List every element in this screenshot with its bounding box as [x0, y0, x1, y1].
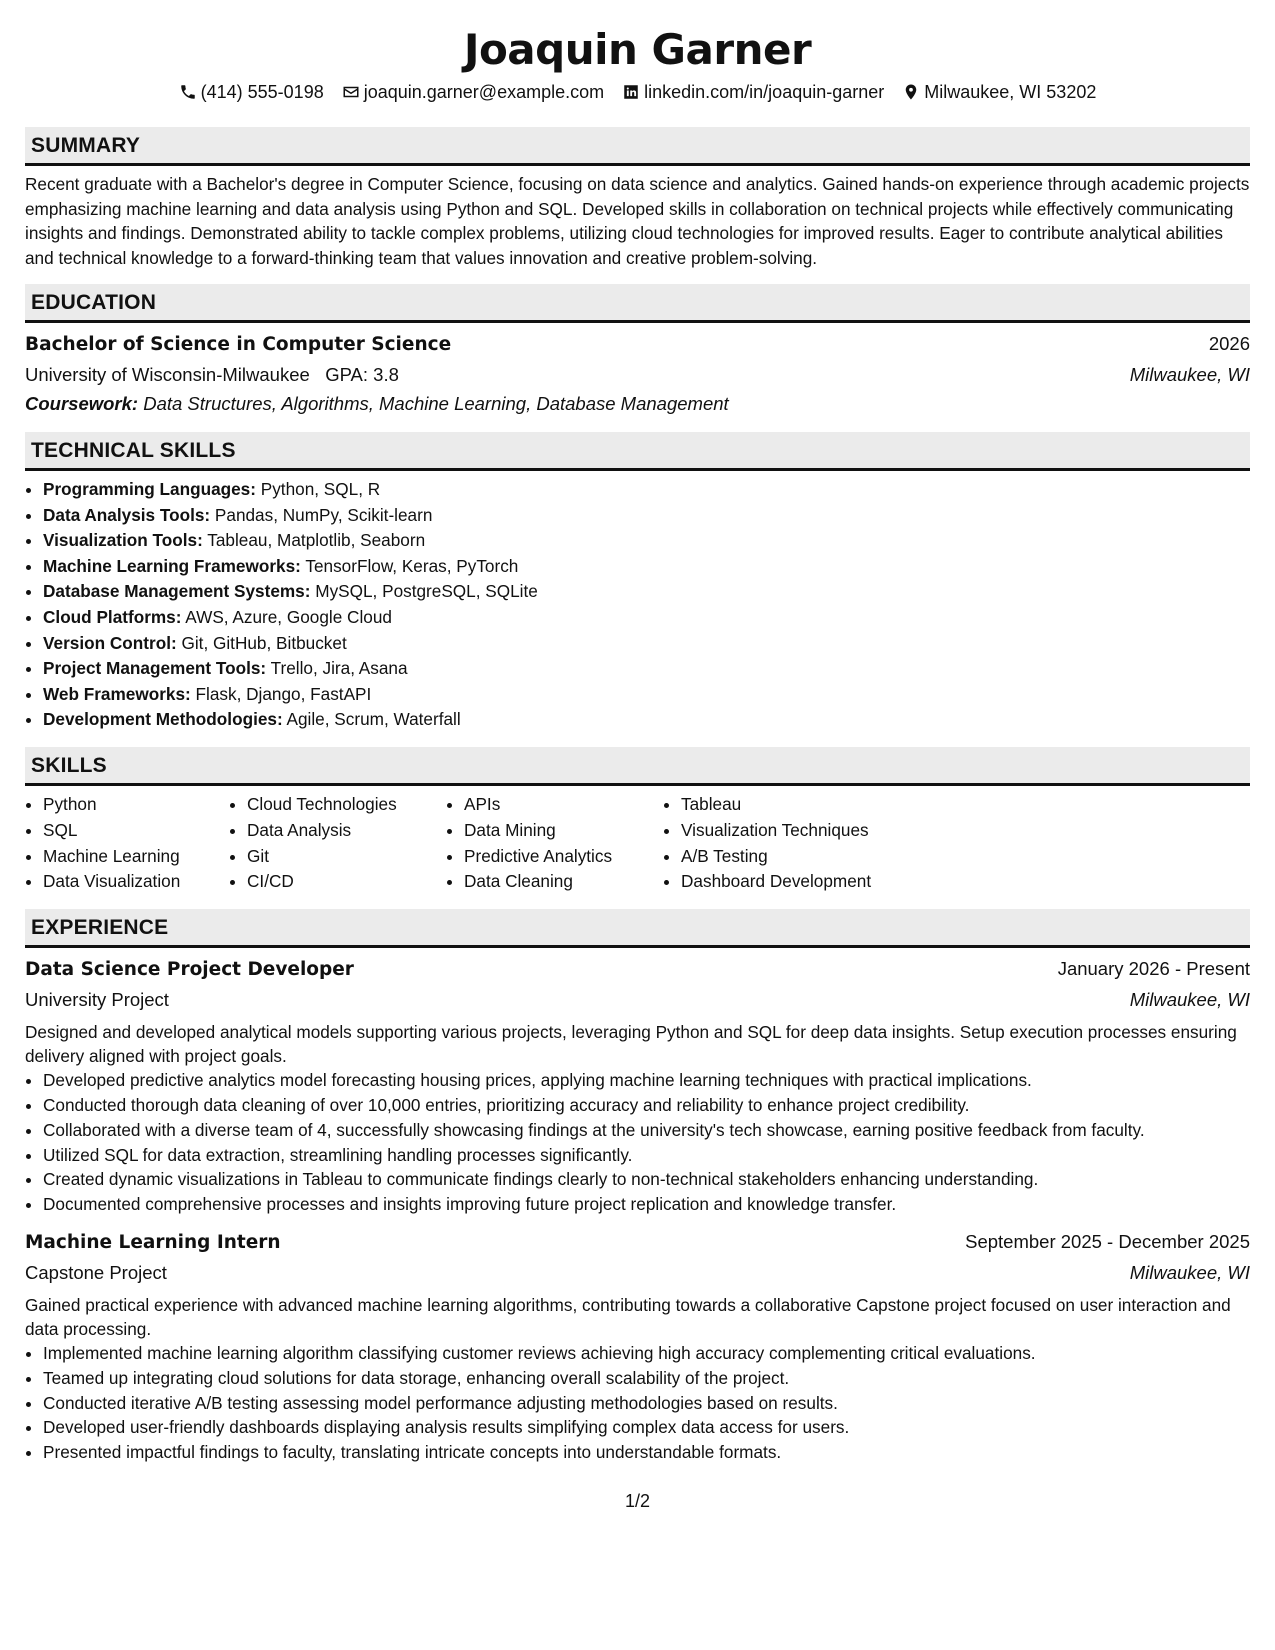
- list-item: • Collaborated with a diverse team of 4, successfully showcasing findings at the university's tech showcase, earning positive feedback from faculty.: [43, 1118, 1250, 1143]
- skill-values: AWS, Azure, Google Cloud: [185, 606, 392, 627]
- list-item: [43, 579, 1250, 605]
- gpa: GPA: 3.8: [325, 364, 399, 385]
- list-item: • Data Visualization: [43, 869, 229, 895]
- school-line: [25, 360, 399, 389]
- location-text: Milwaukee, WI 53202: [924, 82, 1097, 102]
- skills-section: [25, 747, 1250, 895]
- job-dates: January 2026 - Present: [1057, 958, 1250, 980]
- job-dates: September 2025 - December 2025: [965, 1230, 1250, 1252]
- skill-category: Machine Learning Frameworks:: [43, 555, 301, 576]
- skill-values: Pandas, NumPy, Scikit-learn: [214, 504, 433, 525]
- linkedin-link[interactable]: linkedin.com/in/joaquin-garner: [644, 82, 885, 102]
- list-item: • Machine Learning: [43, 844, 229, 870]
- list-item: [43, 682, 1250, 708]
- skill-category: Programming Languages:: [43, 479, 256, 499]
- graduation-year: 2026: [1208, 333, 1250, 354]
- job-description: Gained practical experience with advanced machine learning algorithms, contributing towards a collaborative Capstone project focused on user interaction and data processing.: [25, 1294, 1231, 1339]
- job-location: Milwaukee, WI: [1129, 989, 1250, 1011]
- list-item: [43, 656, 1250, 682]
- skill-values: TensorFlow, Keras, PyTorch: [305, 555, 519, 576]
- job-location: Milwaukee, WI: [1129, 1261, 1250, 1283]
- contact-email[interactable]: [342, 80, 604, 104]
- skill-category: Data Analysis Tools:: [43, 504, 211, 525]
- contact-linkedin[interactable]: [622, 80, 884, 104]
- list-item: • Teamed up integrating cloud solutions for data storage, enhancing overall scalability of the project.: [43, 1366, 1250, 1391]
- experience-section: [25, 909, 1250, 1465]
- map-pin-icon: [902, 83, 920, 101]
- list-item: [43, 503, 1250, 529]
- list-item: • Python: [43, 792, 229, 818]
- list-item: [43, 631, 1250, 657]
- job-description: Designed and developed analytical models supporting various projects, leveraging Python and SQL for deep data insights. Setup execution processes ensuring delivery aligned with project goals.: [25, 1022, 1237, 1067]
- list-item: • APIs: [464, 792, 663, 818]
- coursework-line: [25, 389, 1250, 418]
- section-heading-skills: SKILLS: [25, 747, 1250, 786]
- skill-values: Python, SQL, R: [260, 479, 381, 499]
- list-item: • Conducted iterative A/B testing assessing model performance adjusting methodologies based on results.: [43, 1391, 1250, 1416]
- skill-values: Tableau, Matplotlib, Seaborn: [207, 530, 426, 551]
- list-item: [43, 528, 1250, 554]
- job-org-row: [25, 1258, 1250, 1287]
- skills-column-4: [663, 792, 921, 895]
- list-item: [43, 605, 1250, 631]
- list-item: • Cloud Technologies: [247, 792, 446, 818]
- job-organization: University Project: [25, 989, 169, 1011]
- coursework-label: Coursework:: [25, 393, 139, 414]
- list-item: • Git: [247, 844, 446, 870]
- skill-values: Flask, Django, FastAPI: [195, 683, 372, 704]
- section-heading-education: EDUCATION: [25, 284, 1250, 323]
- education-row: [25, 329, 1250, 360]
- skill-category: Cloud Platforms:: [43, 606, 182, 627]
- skill-category: Visualization Tools:: [43, 530, 203, 551]
- skill-category: Project Management Tools:: [43, 658, 267, 679]
- job-title: Machine Learning Intern: [25, 1231, 281, 1253]
- list-item: • SQL: [43, 818, 229, 844]
- list-item: • Documented comprehensive processes and insights improving future project replication and knowledge transfer.: [43, 1192, 1250, 1217]
- list-item: • Developed user-friendly dashboards displaying analysis results simplifying complex data access for users.: [43, 1415, 1250, 1440]
- skills-grid: [25, 792, 1250, 895]
- skill-category: Development Methodologies:: [43, 709, 283, 730]
- list-item: • Visualization Techniques: [681, 818, 921, 844]
- school-name: University of Wisconsin-Milwaukee: [25, 364, 310, 385]
- list-item: • Data Analysis: [247, 818, 446, 844]
- list-item: • Created dynamic visualizations in Tableau to communicate findings clearly to non-technical stakeholders enhancing understanding.: [43, 1167, 1250, 1192]
- list-item: • CI/CD: [247, 869, 446, 895]
- skill-values: Agile, Scrum, Waterfall: [286, 709, 461, 730]
- summary-text: Recent graduate with a Bachelor's degree in Computer Science, focusing on data science and analytics. Gained hands-on experience through academic projects emphasizing machine learning and data analysis using Python and SQL. Developed skills in collaboration on technical projects while effectively communicating insights and findings. Demonstrated ability to tackle complex problems, utilizing cloud technologies for improved results. Eager to contribute analytical abilities and technical knowledge to a forward-thinking team that values innovation and creative problem-solving.: [25, 174, 1250, 268]
- list-item: • Utilized SQL for data extraction, streamlining handling processes significantly.: [43, 1143, 1250, 1168]
- contact-phone: [179, 80, 324, 104]
- technical-skills-list: [25, 477, 1250, 733]
- phone-text: (414) 555-0198: [200, 82, 324, 102]
- skills-column-1: [25, 792, 229, 895]
- list-item: • Predictive Analytics: [464, 844, 663, 870]
- list-item: [43, 554, 1250, 580]
- email-link[interactable]: joaquin.garner@example.com: [363, 82, 605, 102]
- phone-icon: [179, 83, 197, 101]
- school-row: [25, 360, 1250, 389]
- section-heading-summary: SUMMARY: [25, 127, 1250, 166]
- skill-category: Version Control:: [43, 632, 177, 653]
- job-header-row: [25, 1227, 1250, 1258]
- section-heading-technical-skills: TECHNICAL SKILLS: [25, 432, 1250, 471]
- experience-entry: [25, 954, 1250, 1217]
- contact-location: [902, 80, 1096, 104]
- skill-category: Database Management Systems:: [43, 581, 311, 602]
- summary-section: [25, 127, 1250, 270]
- school-location: Milwaukee, WI: [1129, 364, 1250, 385]
- job-organization: Capstone Project: [25, 1261, 167, 1283]
- linkedin-icon: [622, 83, 640, 101]
- education-section: [25, 284, 1250, 418]
- list-item: [43, 477, 1250, 503]
- list-item: • Implemented machine learning algorithm classifying customer reviews achieving high accuracy complementing critical evaluations.: [43, 1341, 1250, 1366]
- skills-column-2: [229, 792, 446, 895]
- job-header-row: [25, 954, 1250, 985]
- skill-values: Trello, Jira, Asana: [270, 658, 408, 679]
- skill-values: MySQL, PostgreSQL, SQLite: [315, 581, 538, 602]
- job-bullets: [25, 1068, 1250, 1217]
- job-bullets: [25, 1341, 1250, 1465]
- coursework-list: Data Structures, Algorithms, Machine Learning, Database Management: [143, 393, 729, 414]
- skill-values: Git, GitHub, Bitbucket: [181, 632, 347, 653]
- job-org-row: [25, 985, 1250, 1014]
- experience-entry: [25, 1227, 1250, 1465]
- candidate-name: Joaquin Garner: [463, 25, 812, 74]
- page-number: 1/2: [624, 1491, 651, 1511]
- list-item: • Presented impactful findings to faculty, translating intricate concepts into understandable formats.: [43, 1440, 1250, 1465]
- job-title: Data Science Project Developer: [25, 959, 354, 981]
- technical-skills-section: [25, 432, 1250, 733]
- list-item: • Dashboard Development: [681, 869, 921, 895]
- skill-category: Web Frameworks:: [43, 683, 191, 704]
- envelope-icon: [342, 83, 360, 101]
- contact-bar: [25, 80, 1250, 104]
- list-item: • Data Mining: [464, 818, 663, 844]
- resume-page: [25, 0, 1250, 1650]
- degree-title: Bachelor of Science in Computer Science: [25, 334, 452, 355]
- list-item: • Tableau: [681, 792, 921, 818]
- list-item: • Developed predictive analytics model forecasting housing prices, applying machine learning techniques with practical implications.: [43, 1068, 1250, 1093]
- section-heading-experience: EXPERIENCE: [25, 909, 1250, 948]
- list-item: • Conducted thorough data cleaning of over 10,000 entries, prioritizing accuracy and reliability to enhance project credibility.: [43, 1093, 1250, 1118]
- list-item: • A/B Testing: [681, 844, 921, 870]
- list-item: • Data Cleaning: [464, 869, 663, 895]
- skills-column-3: [446, 792, 663, 895]
- list-item: [43, 707, 1250, 733]
